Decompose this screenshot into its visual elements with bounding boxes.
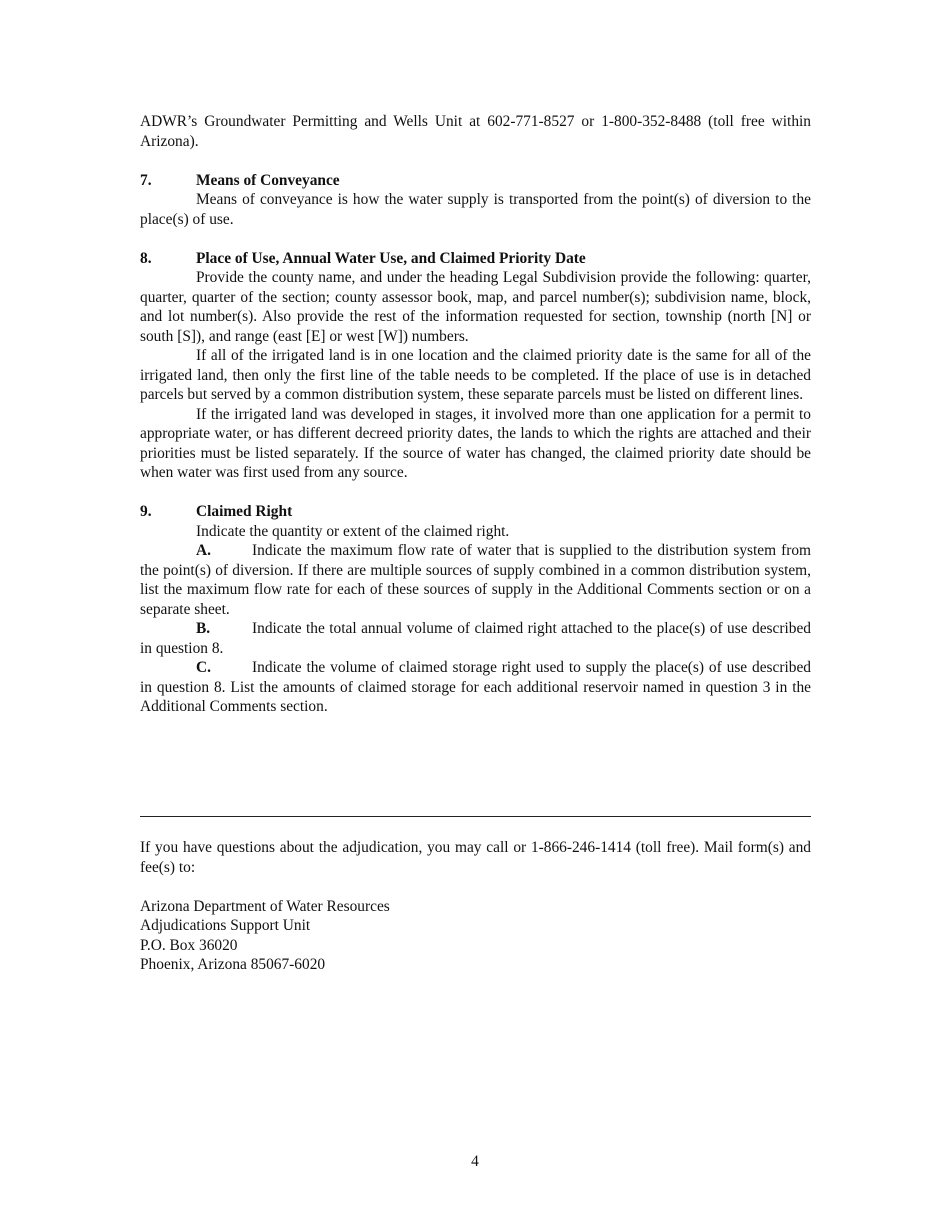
address-line: P.O. Box 36020 bbox=[140, 936, 238, 954]
address-line: Phoenix, Arizona 85067-6020 bbox=[140, 956, 326, 973]
section-number: 7. bbox=[140, 171, 152, 189]
footer-divider bbox=[140, 816, 811, 817]
section-title: Claimed Right bbox=[196, 503, 293, 520]
item-text: Indicate the maximum flow rate of water that is supplied to the distribution system from the point(s) of diversion. If there are multiple sources of supply combined in a common distribution system, list the maximum flow rate for each of these sources of supply in the Additional Comments section or on a separate sheet. bbox=[140, 542, 811, 618]
page-number: 4 bbox=[471, 1153, 479, 1170]
document-body bbox=[140, 112, 811, 717]
section-9-item-a bbox=[140, 541, 811, 619]
address-line: Arizona Department of Water Resources bbox=[140, 897, 390, 915]
questions-paragraph: If you have questions about the adjudication, you may call or 1-866-246-1414 (toll free). Mail form(s) and fee(s) to: bbox=[140, 839, 811, 876]
section-8-paragraph-3: If the irrigated land was developed in stages, it involved more than one application for a permit to appropriate water, or has different decreed priority dates, the lands to which the rights are attached and their priorities must be listed separately. If the source of water has changed, the claimed priority date should be when water was first used from any source. bbox=[140, 405, 811, 481]
section-9-heading bbox=[140, 502, 811, 522]
item-label: B. bbox=[196, 620, 211, 637]
mailing-address bbox=[140, 897, 811, 975]
section-title: Means of Conveyance bbox=[196, 171, 340, 189]
address-line: Adjudications Support Unit bbox=[140, 917, 311, 934]
item-label: A. bbox=[196, 542, 211, 559]
section-9-paragraph: Indicate the quantity or extent of the claimed right. bbox=[196, 522, 510, 540]
section-9-item-c bbox=[140, 658, 811, 717]
item-label: C. bbox=[196, 659, 211, 676]
footer bbox=[140, 838, 811, 975]
section-7-heading bbox=[140, 171, 811, 191]
section-8-paragraph-2: If all of the irrigated land is in one location and the claimed priority date is the same for all of the irrigated land, then only the first line of the table needs to be completed. If the place of use is in detached parcels but served by a common distribution system, these separate parcels must be listed on different lines. bbox=[140, 347, 811, 403]
section-8-heading bbox=[140, 249, 811, 269]
intro-paragraph: ADWR’s Groundwater Permitting and Wells Unit at 602-771-8527 or 1-800-352-8488 (toll free within Arizona). bbox=[140, 113, 811, 150]
section-number: 9. bbox=[140, 503, 152, 520]
section-number: 8. bbox=[140, 249, 152, 267]
section-9-item-b bbox=[140, 619, 811, 658]
section-7-paragraph: Means of conveyance is how the water supply is transported from the point(s) of diversion to the place(s) of use. bbox=[140, 191, 811, 228]
section-title: Place of Use, Annual Water Use, and Claimed Priority Date bbox=[196, 249, 586, 267]
item-text: Indicate the total annual volume of claimed right attached to the place(s) of use described in question 8. bbox=[140, 620, 811, 657]
section-8-paragraph-1: Provide the county name, and under the heading Legal Subdivision provide the following: quarter, quarter, quarter of the section; county assessor book, map, and parcel number(s); subdivision name, block, and lot number(s). Also provide the rest of the information requested for section, township (north [N] or south [S]), and range (east [E] or west [W]) numbers. bbox=[140, 269, 811, 345]
item-text: Indicate the volume of claimed storage right used to supply the place(s) of use described in question 8. List the amounts of claimed storage for each additional reservoir named in question 3 in the Additional Comments section. bbox=[140, 659, 811, 715]
